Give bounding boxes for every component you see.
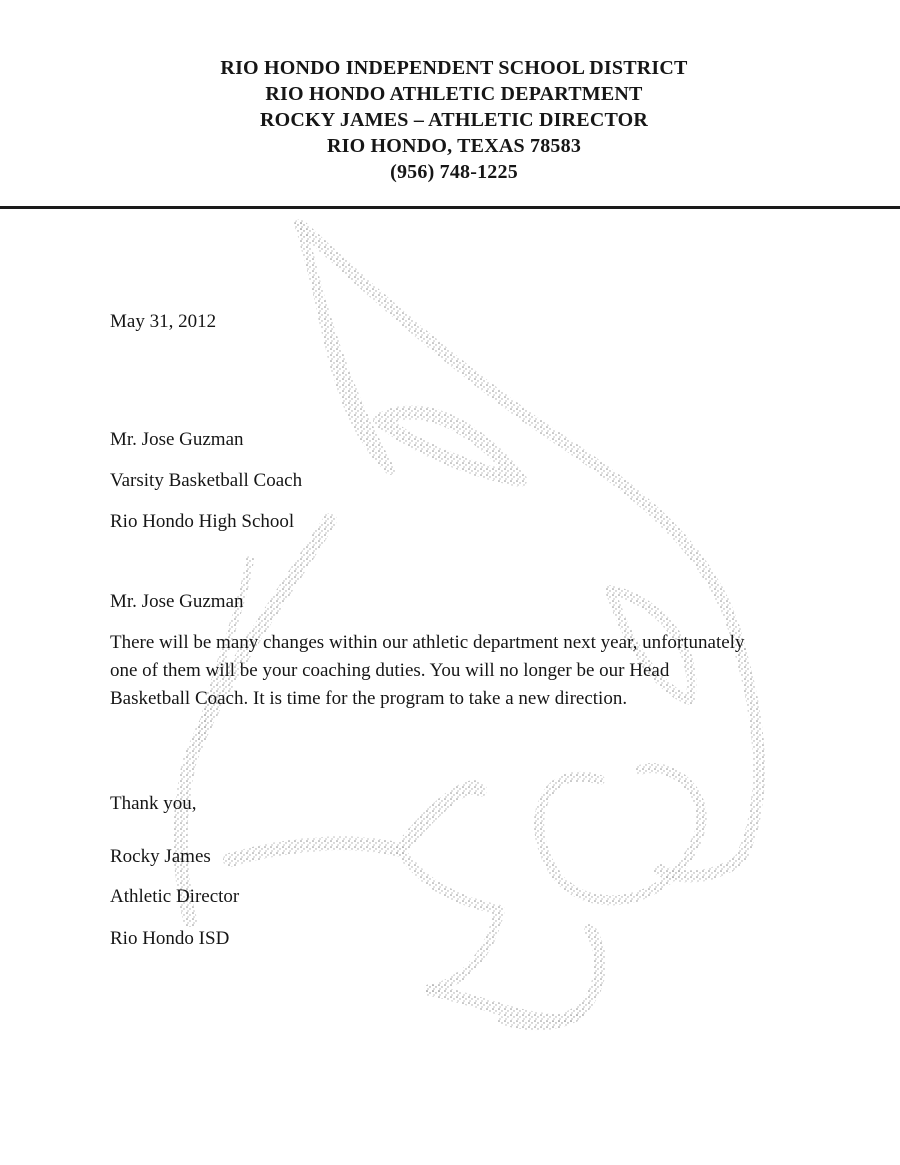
signer-name: Rocky James	[110, 846, 211, 867]
header-divider	[0, 206, 900, 209]
body-line: Basketball Coach. It is time for the program to take a new direction.	[110, 688, 628, 709]
director-name: ROCKY JAMES – ATHLETIC DIRECTOR	[259, 109, 649, 131]
letter-body	[110, 629, 890, 713]
signer-title: Athletic Director	[110, 886, 240, 907]
closing: Thank you,	[110, 793, 197, 814]
department-name: RIO HONDO ATHLETIC DEPARTMENT	[265, 83, 643, 105]
recipient-name: Mr. Jose Guzman	[110, 429, 244, 450]
body-line: There will be many changes within our athletic department next year, unfortunately	[110, 632, 745, 653]
letterhead	[0, 55, 900, 185]
signer-organization: Rio Hondo ISD	[110, 928, 230, 949]
salutation: Mr. Jose Guzman	[110, 591, 244, 612]
city-state-zip: RIO HONDO, TEXAS 78583	[326, 135, 582, 157]
letter-date: May 31, 2012	[110, 311, 217, 332]
district-name: RIO HONDO INDEPENDENT SCHOOL DISTRICT	[220, 57, 688, 79]
recipient-school: Rio Hondo High School	[110, 511, 295, 532]
phone-number: (956) 748-1225	[390, 161, 518, 183]
body-line: one of them will be your coaching duties. You will no longer be our Head	[110, 660, 670, 681]
recipient-title: Varsity Basketball Coach	[110, 470, 303, 491]
